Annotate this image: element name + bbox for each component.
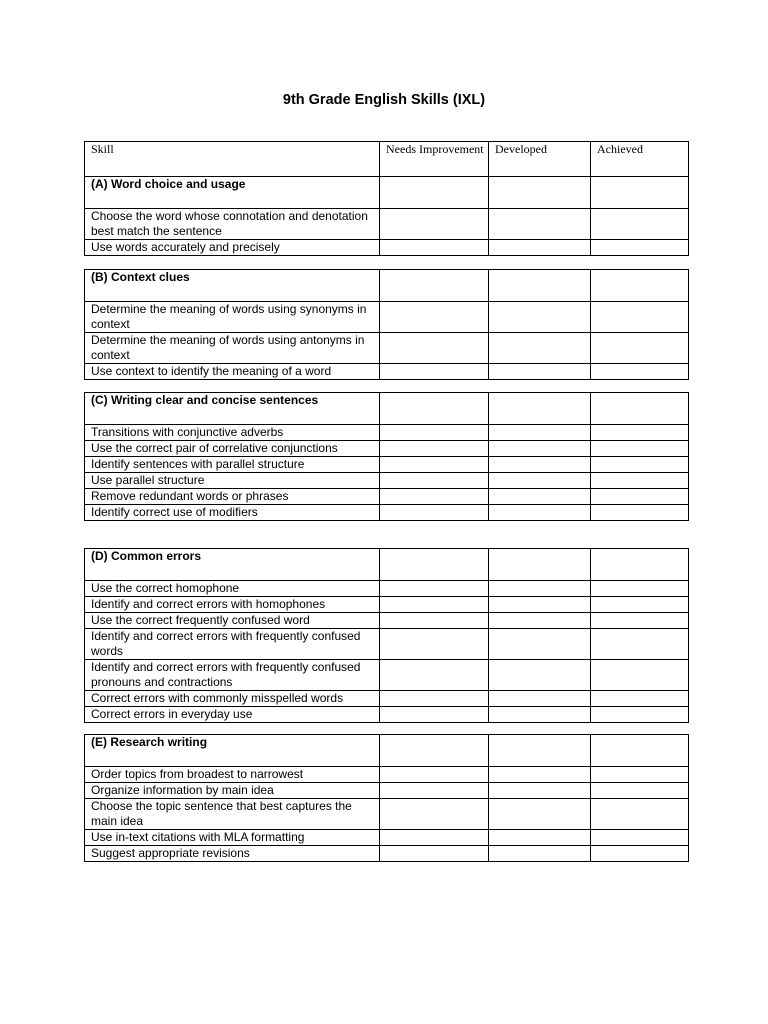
section-heading: (A) Word choice and usage (85, 177, 380, 209)
table-row (85, 209, 689, 240)
skill-cell: Choose the word whose connotation and denotation best match the sentence (85, 209, 380, 240)
achieved-cell[interactable] (591, 846, 689, 862)
skill-cell: Choose the topic sentence that best captures the main idea (85, 799, 380, 830)
header-skill: Skill (85, 142, 380, 177)
skill-cell: Identify and correct errors with homophones (85, 597, 380, 613)
table-row (85, 240, 689, 256)
needs-improvement-cell[interactable] (380, 473, 489, 489)
developed-cell[interactable] (489, 302, 591, 333)
developed-cell[interactable] (489, 393, 591, 425)
header-achieved: Achieved (591, 142, 689, 177)
achieved-cell[interactable] (591, 393, 689, 425)
achieved-cell[interactable] (591, 333, 689, 364)
needs-improvement-cell[interactable] (380, 549, 489, 581)
needs-improvement-cell[interactable] (380, 425, 489, 441)
achieved-cell[interactable] (591, 441, 689, 457)
achieved-cell[interactable] (591, 177, 689, 209)
developed-cell[interactable] (489, 846, 591, 862)
needs-improvement-cell[interactable] (380, 597, 489, 613)
achieved-cell[interactable] (591, 830, 689, 846)
skill-cell: Use the correct homophone (85, 581, 380, 597)
achieved-cell[interactable] (591, 425, 689, 441)
skill-cell: Transitions with conjunctive adverbs (85, 425, 380, 441)
skill-cell: Identify and correct errors with frequently confused pronouns and contractions (85, 660, 380, 691)
section-heading-row (85, 549, 689, 581)
developed-cell[interactable] (489, 767, 591, 783)
table-row (85, 629, 689, 660)
needs-improvement-cell[interactable] (380, 799, 489, 830)
developed-cell[interactable] (489, 473, 591, 489)
header-developed: Developed (489, 142, 591, 177)
developed-cell[interactable] (489, 441, 591, 457)
developed-cell[interactable] (489, 613, 591, 629)
skills-table-c (84, 392, 689, 521)
section-heading: (C) Writing clear and concise sentences (85, 393, 380, 425)
skill-cell: Use context to identify the meaning of a word (85, 364, 380, 380)
developed-cell[interactable] (489, 333, 591, 364)
table-row (85, 613, 689, 629)
needs-improvement-cell[interactable] (380, 270, 489, 302)
skill-cell: Use words accurately and precisely (85, 240, 380, 256)
skill-cell: Correct errors with commonly misspelled words (85, 691, 380, 707)
needs-improvement-cell[interactable] (380, 707, 489, 723)
skills-table-e (84, 734, 689, 862)
needs-improvement-cell[interactable] (380, 629, 489, 660)
section-heading-row (85, 393, 689, 425)
table-row (85, 660, 689, 691)
skill-cell: Suggest appropriate revisions (85, 846, 380, 862)
achieved-cell[interactable] (591, 581, 689, 597)
table-row (85, 767, 689, 783)
section-heading: (D) Common errors (85, 549, 380, 581)
achieved-cell[interactable] (591, 707, 689, 723)
developed-cell[interactable] (489, 240, 591, 256)
developed-cell[interactable] (489, 209, 591, 240)
section-heading-row (85, 270, 689, 302)
needs-improvement-cell[interactable] (380, 177, 489, 209)
achieved-cell[interactable] (591, 629, 689, 660)
header-needs-improvement: Needs Improvement (380, 142, 489, 177)
developed-cell[interactable] (489, 489, 591, 505)
table-row (85, 457, 689, 473)
table-row (85, 846, 689, 862)
table-row (85, 489, 689, 505)
developed-cell[interactable] (489, 691, 591, 707)
developed-cell[interactable] (489, 177, 591, 209)
achieved-cell[interactable] (591, 302, 689, 333)
table-row (85, 783, 689, 799)
table-row (85, 691, 689, 707)
skill-cell: Order topics from broadest to narrowest (85, 767, 380, 783)
achieved-cell[interactable] (591, 270, 689, 302)
developed-cell[interactable] (489, 597, 591, 613)
developed-cell[interactable] (489, 707, 591, 723)
skills-table-a (84, 141, 689, 256)
skills-table-b (84, 269, 689, 380)
needs-improvement-cell[interactable] (380, 735, 489, 767)
achieved-cell[interactable] (591, 767, 689, 783)
achieved-cell[interactable] (591, 364, 689, 380)
needs-improvement-cell[interactable] (380, 209, 489, 240)
needs-improvement-cell[interactable] (380, 767, 489, 783)
needs-improvement-cell[interactable] (380, 783, 489, 799)
achieved-cell[interactable] (591, 597, 689, 613)
achieved-cell[interactable] (591, 549, 689, 581)
needs-improvement-cell[interactable] (380, 333, 489, 364)
table-row (85, 597, 689, 613)
needs-improvement-cell[interactable] (380, 846, 489, 862)
needs-improvement-cell[interactable] (380, 489, 489, 505)
developed-cell[interactable] (489, 735, 591, 767)
section-heading-row (85, 177, 689, 209)
table-row (85, 505, 689, 521)
achieved-cell[interactable] (591, 735, 689, 767)
achieved-cell[interactable] (591, 209, 689, 240)
skill-cell: Identify and correct errors with frequently confused words (85, 629, 380, 660)
developed-cell[interactable] (489, 660, 591, 691)
needs-improvement-cell[interactable] (380, 581, 489, 597)
skill-cell: Use the correct frequently confused word (85, 613, 380, 629)
needs-improvement-cell[interactable] (380, 240, 489, 256)
section-heading-row (85, 735, 689, 767)
table-row (85, 473, 689, 489)
page-title: 9th Grade English Skills (IXL) (282, 92, 486, 108)
skill-cell: Correct errors in everyday use (85, 707, 380, 723)
skill-cell: Use the correct pair of correlative conjunctions (85, 441, 380, 457)
achieved-cell[interactable] (591, 783, 689, 799)
achieved-cell[interactable] (591, 691, 689, 707)
needs-improvement-cell[interactable] (380, 364, 489, 380)
needs-improvement-cell[interactable] (380, 302, 489, 333)
achieved-cell[interactable] (591, 473, 689, 489)
skill-cell: Organize information by main idea (85, 783, 380, 799)
developed-cell[interactable] (489, 364, 591, 380)
skill-cell: Identify sentences with parallel structure (85, 457, 380, 473)
table-row (85, 333, 689, 364)
achieved-cell[interactable] (591, 489, 689, 505)
table-header-row (85, 142, 689, 177)
table-row (85, 581, 689, 597)
needs-improvement-cell[interactable] (380, 660, 489, 691)
table-row (85, 425, 689, 441)
section-heading: (E) Research writing (85, 735, 380, 767)
skill-cell: Determine the meaning of words using synonyms in context (85, 302, 380, 333)
table-row (85, 441, 689, 457)
table-row (85, 830, 689, 846)
table-row (85, 707, 689, 723)
needs-improvement-cell[interactable] (380, 830, 489, 846)
table-row (85, 799, 689, 830)
table-row (85, 364, 689, 380)
skill-cell: Use parallel structure (85, 473, 380, 489)
needs-improvement-cell[interactable] (380, 393, 489, 425)
developed-cell[interactable] (489, 799, 591, 830)
developed-cell[interactable] (489, 830, 591, 846)
developed-cell[interactable] (489, 549, 591, 581)
developed-cell[interactable] (489, 783, 591, 799)
achieved-cell[interactable] (591, 505, 689, 521)
developed-cell[interactable] (489, 270, 591, 302)
skill-cell: Remove redundant words or phrases (85, 489, 380, 505)
developed-cell[interactable] (489, 629, 591, 660)
needs-improvement-cell[interactable] (380, 613, 489, 629)
needs-improvement-cell[interactable] (380, 441, 489, 457)
achieved-cell[interactable] (591, 660, 689, 691)
developed-cell[interactable] (489, 425, 591, 441)
achieved-cell[interactable] (591, 240, 689, 256)
developed-cell[interactable] (489, 581, 591, 597)
achieved-cell[interactable] (591, 613, 689, 629)
section-heading: (B) Context clues (85, 270, 380, 302)
needs-improvement-cell[interactable] (380, 505, 489, 521)
skill-cell: Determine the meaning of words using antonyms in context (85, 333, 380, 364)
needs-improvement-cell[interactable] (380, 457, 489, 473)
skill-cell: Use in-text citations with MLA formatting (85, 830, 380, 846)
table-row (85, 302, 689, 333)
skill-cell: Identify correct use of modifiers (85, 505, 380, 521)
developed-cell[interactable] (489, 457, 591, 473)
skills-table-d (84, 548, 689, 723)
achieved-cell[interactable] (591, 457, 689, 473)
achieved-cell[interactable] (591, 799, 689, 830)
developed-cell[interactable] (489, 505, 591, 521)
needs-improvement-cell[interactable] (380, 691, 489, 707)
